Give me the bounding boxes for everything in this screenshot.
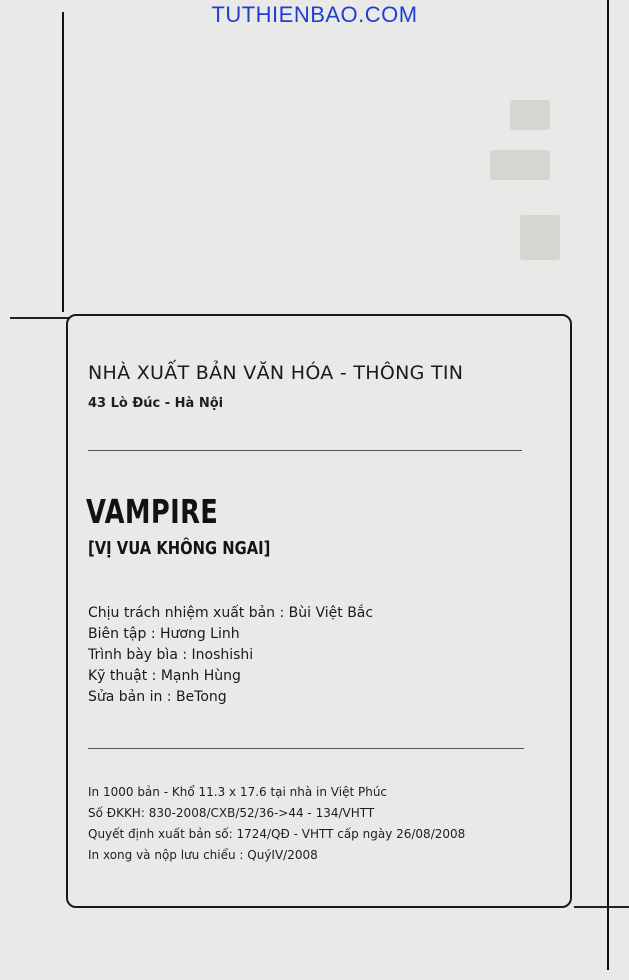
book-title: VAMPIRE (86, 492, 219, 531)
publisher-name: NHÀ XUẤT BẢN VĂN HÓA - THÔNG TIN (88, 362, 464, 384)
bleed-through-mark (490, 150, 550, 180)
divider-top (88, 450, 522, 451)
crop-line-top (10, 317, 70, 319)
print-info (88, 782, 465, 866)
site-watermark: TUTHIENBAO.COM (211, 2, 418, 27)
bleed-through-mark (520, 215, 560, 260)
crop-line-bottom (574, 906, 629, 908)
print-info-line: In xong và nộp lưu chiểu : QuýIV/2008 (88, 848, 318, 862)
credits-list (88, 603, 373, 708)
print-info-line: In 1000 bản - Khổ 11.3 x 17.6 tại nhà in Việt Phúc (88, 785, 388, 799)
credit-line: Sửa bản in : BeTong (88, 689, 227, 705)
credit-line: Chịu trách nhiệm xuất bản : Bùi Việt Bắc (88, 605, 374, 621)
print-info-line: Quyết định xuất bản số: 1724/QĐ - VHTT cấp ngày 26/08/2008 (88, 827, 466, 841)
divider-bottom (88, 748, 524, 749)
bleed-through-mark (510, 100, 550, 130)
credit-line: Trình bày bìa : Inoshishi (88, 647, 254, 663)
crop-line-left (62, 12, 64, 312)
credit-line: Kỹ thuật : Mạnh Hùng (88, 668, 241, 684)
book-subtitle: [VỊ VUA KHÔNG NGAI] (88, 538, 271, 559)
crop-line-right (607, 0, 609, 970)
print-info-line: Số ĐKKH: 830-2008/CXB/52/36->44 - 134/VHTT (88, 806, 375, 820)
publisher-address: 43 Lò Đúc - Hà Nội (88, 396, 224, 411)
credit-line: Biên tập : Hương Linh (88, 626, 240, 642)
